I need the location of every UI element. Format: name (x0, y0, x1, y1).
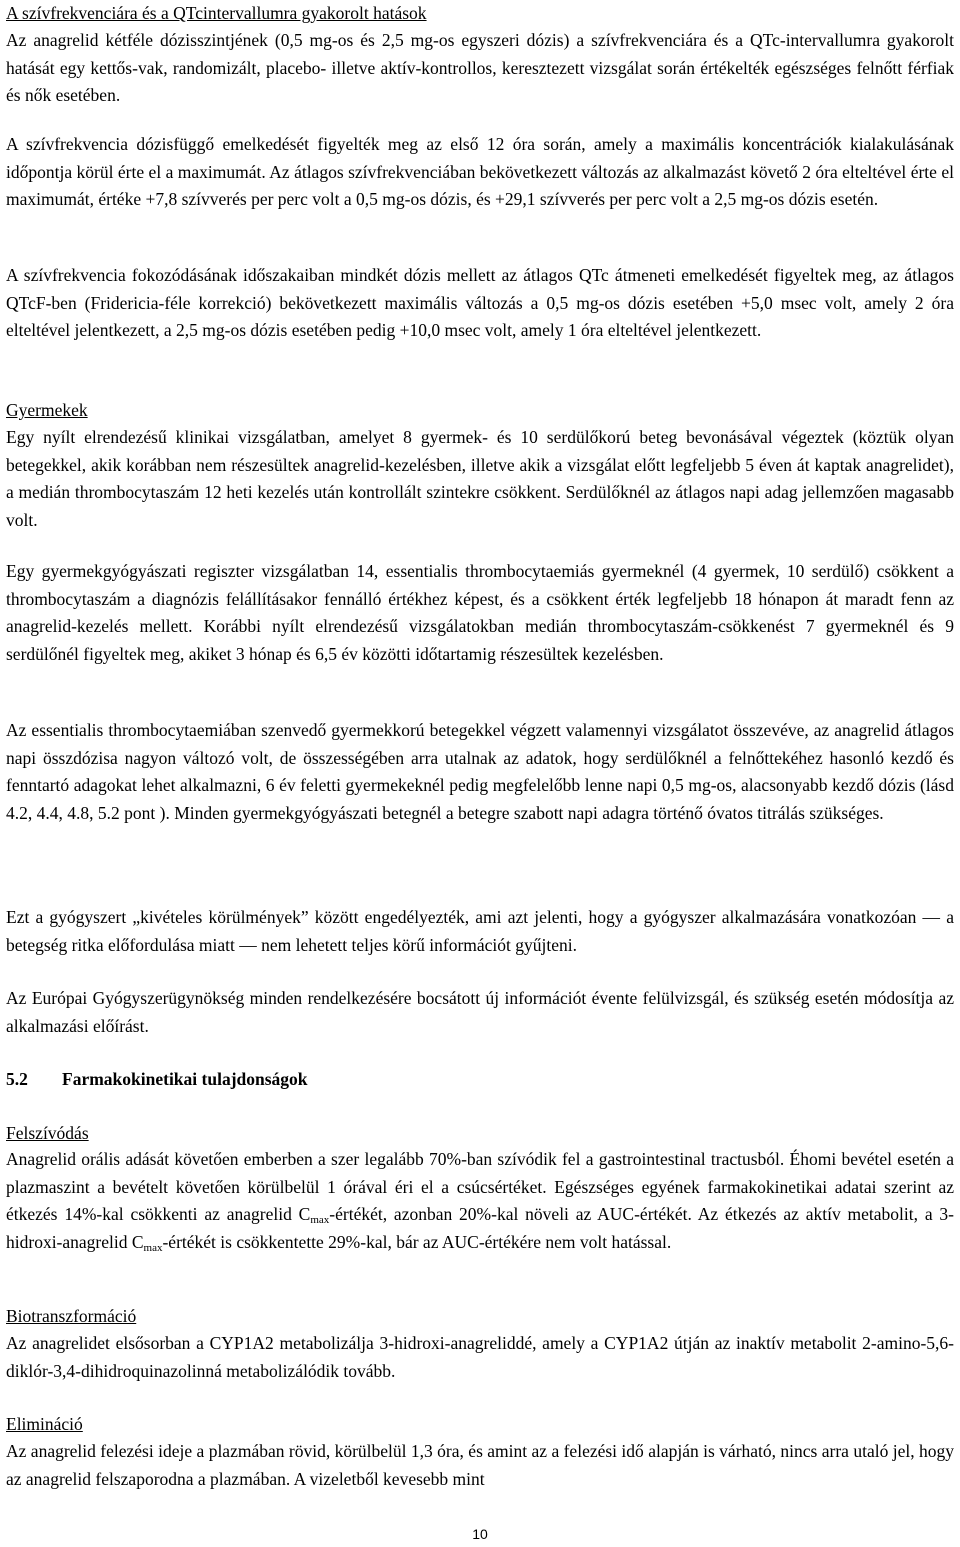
absorption-text-a: Anagrelid orális adását követően emberben a szer legalább 70%-ban szívódik fel a gastrointestinal tractusból. Éhomi bevétel esetén a plazmaszint a bevételt követően körülbelül 1 órával éri el a csúcsértéket. Egészséges egyének farmakokinetikai adatai szerint az étkezés 14%-kal csökkenti az anagrelid C (6, 1149, 954, 1225)
qtc-paragraph-3: A szívfrekvencia fokozódásának időszakaiban mindkét dózis mellett az átlagos QTc átmeneti emelkedését figyeltek meg, az átlagos QTcF-ben (Fridericia-féle korrekció) bekövetkezett maximális változás a 0,5 mg-os dózis esetében +5,0 msec volt, amely 2 óra elteltével jelentkezett, a 2,5 mg-os dózis esetében pedig +10,0 msec volt, amely 1 óra elteltével jelentkezett. (6, 265, 954, 341)
exceptional-circumstances-paragraph: Ezt a gyógyszert „kivételes körülmények” között engedélyezték, ami azt jelenti, hogy a gyógyszer alkalmazására vonatkozóan — a betegség ritka előfordulása miatt — nem lehetett teljes körű információt gyűjteni. (6, 907, 954, 955)
elimination-heading: Elimináció (6, 1414, 83, 1434)
absorption-heading: Felszívódás (6, 1123, 89, 1143)
cmax-subscript-2: max (143, 1242, 163, 1255)
pediatric-paragraph-2: Egy gyermekgyógyászati regiszter vizsgálatban 14, essentialis thrombocytaemiás gyermeknél (4 gyermek, 10 serdülő) csökkent a thrombocytaszám a diagnózis felállításakor fennálló értékhez képest, és a csökkent érték legfeljebb 18 hónapon át maradt fenn az anagrelid-kezelés mellett. Korábbi nyílt elrendezésű vizsgálatokban medián thrombocytaszám-csökkenést 7 gyermeknél és 9 serdülőnél figyeltek meg, akiket 3 hónap és 6,5 év közötti időtartamig részesültek kezelésben. (6, 561, 954, 665)
biotransformation-paragraph: Az anagrelidet elsősorban a CYP1A2 metabolizálja 3-hidroxi-anagreliddé, amely a CYP1A2 útján az inaktív metabolit 2-amino-5,6-diklór-3,4-dihidroquinazolinná metabolizálódik tovább. (6, 1333, 954, 1381)
section-title-text: Farmakokinetikai tulajdonságok (62, 1069, 308, 1089)
pediatric-paragraph-3: Az essentialis thrombocytaemiában szenvedő gyermekkorú betegekkel végzett valamennyi vizsgálatot összevéve, az anagrelid átlagos napi összdózisa nagyon változó volt, de összességében arra utalnak az adatok, hogy serdülőknél a felnőttekéhez hasonló kezdő és fenntartó adagokat lehet alkalmazni, 6 év feletti gyermekeknél pedig megfelelőbb lenne napi 0,5 mg-os, alacsonyabb kezdő dózis (lásd 4.2, 4.4, 4.8, 5.2 pont ). Minden gyermekgyógyászati betegnél a betegre szabott napi adagra történő óvatos titrálás szükséges. (6, 720, 954, 824)
cmax-subscript-1: max (310, 1214, 330, 1227)
ema-review-paragraph: Az Európai Gyógyszerügynökség minden rendelkezésére bocsátott új információt évente felülvizsgál, és szükség esetén módosítja az alkalmazási előírást. (6, 988, 954, 1036)
absorption-text-c: -értékét is csökkentette 29%-kal, bár az AUC-értékére nem volt hatással. (162, 1232, 672, 1253)
pediatric-paragraph-1: Egy nyílt elrendezésű klinikai vizsgálatban, amelyet 8 gyermek- és 10 serdülőkorú beteg bevonásával végeztek (köztük olyan betegekkel, akik korábban nem részesültek anagrelid-kezelésben, illetve akik a vizsgálat előtt legfeljebb 5 éven át kaptak anagrelidet), a medián thrombocytaszám 12 heti kezelés után kontrollált szintekre csökkent. Serdülőknél az átlagos napi adag jellemzően magasabb volt. (6, 427, 954, 531)
biotransformation-heading: Biotranszformáció (6, 1306, 137, 1326)
absorption-paragraph (6, 1146, 954, 1257)
qtc-section-heading: A szívfrekvenciára és a QTcintervallumra gyakorolt hatások (6, 3, 427, 23)
section-5-2-title (6, 1066, 954, 1094)
qtc-paragraph-1: Az anagrelid kétféle dózisszintjének (0,5 mg-os és 2,5 mg-os egyszeri dózis) a szívfrekvenciára és a QTc-intervallumra gyakorolt hatását egy kettős-vak, randomizált, placebo- illetve aktív-kontrollos, keresztezett vizsgálat során értékelték egészséges felnőtt férfiak és nők esetében. (6, 30, 954, 106)
elimination-paragraph: Az anagrelid felezési ideje a plazmában rövid, körülbelül 1,3 óra, és amint az a felezési idő alapján is várható, nincs arra utaló jel, hogy az anagrelid felszaporodna a plazmában. A vizeletből kevesebb mint (6, 1441, 954, 1489)
absorption-text-b: -értékét, azonban 20%-kal növeli az AUC-értékét. Az étkezés az aktív metabolit, a 3-hidroxi-anagrelid C (6, 1204, 955, 1253)
pediatric-heading: Gyermekek (6, 400, 88, 420)
page-number: 10 (472, 1526, 488, 1542)
qtc-paragraph-2: A szívfrekvencia dózisfüggő emelkedését figyelték meg az első 12 óra során, amely a maximális koncentrációk kialakulásának időpontja körül érte el a maximumát. Az átlagos szívfrekvenciában bekövetkezett változás az alkalmazást követő 2 óra elteltével érte el maximumát, értéke +7,8 szívverés per perc volt a 0,5 mg-os dózis, és +29,1 szívverés per perc volt a 2,5 mg-os dózis esetén. (6, 134, 954, 210)
section-number: 5.2 (6, 1069, 28, 1089)
